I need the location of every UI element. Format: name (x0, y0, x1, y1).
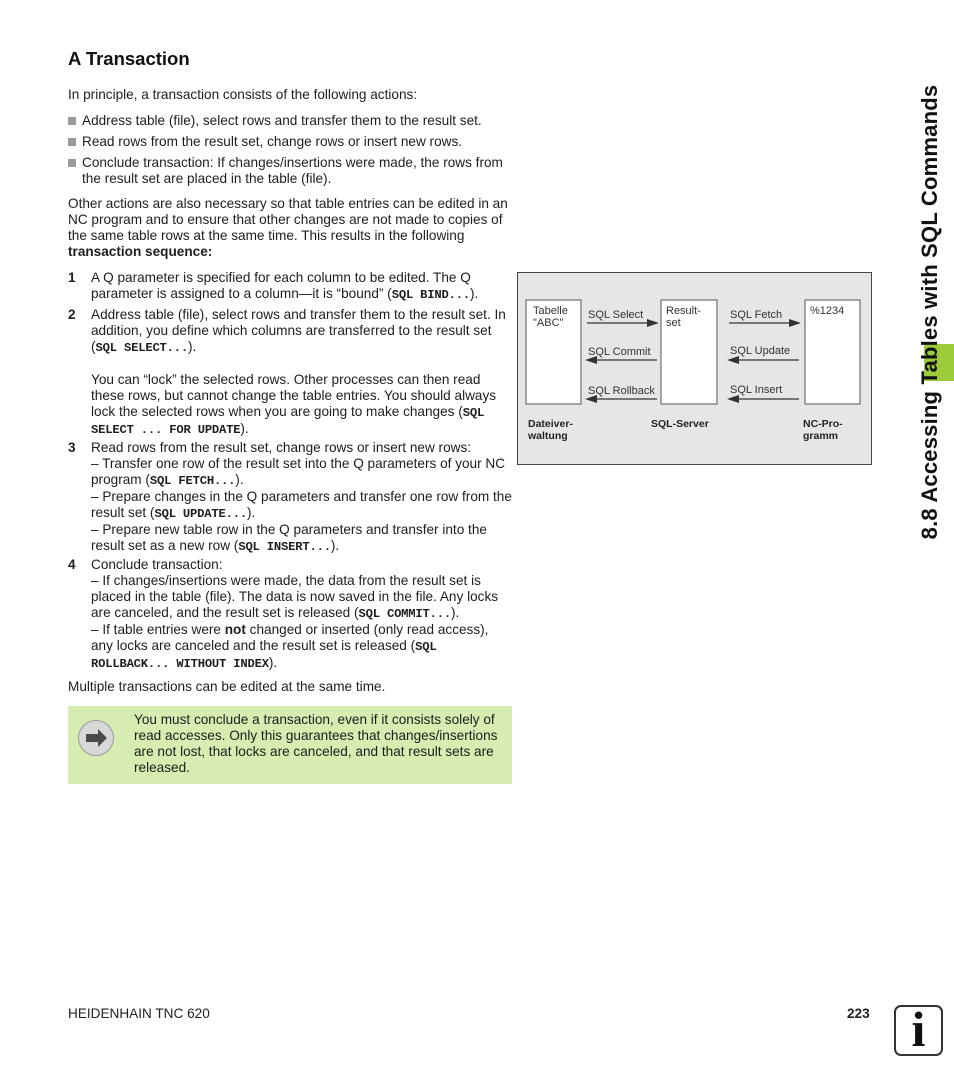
sequence-intro-bold: transaction sequence: (68, 244, 213, 259)
step-text: ). (330, 538, 340, 553)
step-number: 2 (68, 307, 76, 322)
step-paragraph (91, 456, 513, 489)
chapter-side-title (910, 52, 950, 572)
step-number: 4 (68, 557, 76, 572)
step-4 (68, 557, 513, 672)
step-2 (68, 307, 513, 438)
arrow-label-commit: SQL Commit (588, 346, 651, 358)
code-sql-rollback: SQL ROLLBACK... WITHOUT INDEX (91, 640, 437, 671)
step-text: – Transfer one row of the result set into the Q parameters of your NC program ( (91, 456, 506, 487)
step-text: Conclude transaction: (91, 557, 223, 572)
step-text: ). (240, 421, 249, 436)
label-nc-program: gramm (803, 430, 839, 442)
bullet-square-icon (68, 159, 76, 167)
step-text: Read rows from the result set, change rows or insert new rows: (91, 440, 472, 455)
bullet-text: Conclude transaction: If changes/insertions were made, the rows from the result set are placed in the table (file). (82, 155, 503, 186)
step-text: A Q parameter is specified for each column to be edited. The Q parameter is assigned to a column—it is “bound” ( (91, 270, 471, 301)
sequence-intro (68, 196, 513, 260)
section-title: A Transaction (68, 48, 190, 69)
step-paragraph (91, 489, 513, 522)
step-3 (68, 440, 513, 555)
sql-diagram (517, 272, 872, 465)
step-text: ). (246, 505, 256, 520)
intro-text: In principle, a transaction consists of the following actions: (68, 87, 418, 102)
label-nc-program: NC-Pro- (803, 418, 843, 430)
step-text: Address table (file), select rows and transfer them to the result set. In addition, you define which columns are transferred to the result set ( (91, 307, 506, 354)
step-number: 1 (68, 270, 76, 285)
step-text: changed or inserted (only read access), any locks are canceled and the result set is released ( (91, 622, 489, 653)
footer-product: HEIDENHAIN TNC 620 (68, 1006, 210, 1021)
table-box-label: Tabelle (533, 305, 568, 317)
arrow-right-icon (78, 720, 114, 756)
step-text: – If changes/insertions were made, the data from the result set is placed in the table (file). The data is now saved in the file. Any locks are canceled, and the result set is released ( (91, 573, 499, 620)
step-1 (68, 270, 513, 303)
code-sql-select: SQL SELECT... (95, 341, 189, 355)
bullet-square-icon (68, 138, 76, 146)
step-text: ). (469, 286, 479, 301)
label-file-management: Dateiver- (528, 418, 573, 430)
code-sql-bind: SQL BIND... (391, 288, 470, 302)
arrow-label-rollback: SQL Rollback (588, 385, 655, 397)
step-paragraph (91, 622, 513, 672)
step-text: You can “lock” the selected rows. Other processes can then read these rows, but cannot change the table entries. You should always lock the selected rows when you are going to make changes ( (91, 372, 497, 419)
step-paragraph (91, 372, 513, 438)
step-text: – Prepare new table row in the Q parameters and transfer into the result set as a new row ( (91, 522, 487, 553)
table-box-label: "ABC" (533, 317, 564, 329)
step-number: 3 (68, 440, 76, 455)
code-sql-select-for-update: SQL SELECT ... FOR UPDATE (91, 406, 485, 437)
arrow-label-fetch: SQL Fetch (730, 309, 783, 321)
info-icon-glyph: i (911, 1001, 926, 1057)
note-text: You must conclude a transaction, even if it consists solely of read accesses. Only this guarantees that changes/insertions are not lost, that locks are canceled, and that result sets are released. (134, 712, 498, 775)
step-text: ). (450, 605, 460, 620)
sequence-intro-text: Other actions are also necessary so that table entries can be edited in an NC program and to ensure that other changes are not made to copies of the same table rows at the same time. This results in the following (68, 196, 508, 243)
resultset-box-label: set (666, 317, 681, 329)
resultset-box-label: Result- (666, 305, 701, 317)
bullet-item (68, 134, 513, 150)
arrow-label-update: SQL Update (730, 345, 791, 357)
bullet-item (68, 155, 513, 187)
page-number: 223 (847, 1006, 870, 1021)
bullet-square-icon (68, 117, 76, 125)
label-file-management: waltung (528, 430, 568, 442)
step-text: – If table entries were (91, 622, 221, 637)
step-text: ). (235, 472, 244, 487)
step-text: – Prepare changes in the Q parameters and transfer one row from the result set ( (91, 489, 512, 520)
step-bold: not (224, 622, 246, 637)
bullet-text: Address table (file), select rows and transfer them to the result set. (82, 113, 482, 128)
closing-text: Multiple transactions can be edited at the same time. (68, 679, 386, 694)
step-text: ). (188, 339, 197, 354)
step-text: ). (268, 655, 278, 670)
bullet-item (68, 113, 513, 129)
code-sql-fetch: SQL FETCH... (149, 474, 236, 488)
step-paragraph (91, 307, 513, 356)
step-paragraph (91, 573, 513, 622)
chapter-side-title-text: 8.8 Accessing Tables with SQL Commands (917, 84, 942, 540)
code-sql-update: SQL UPDATE... (154, 507, 247, 521)
step-paragraph (91, 522, 513, 555)
label-sql-server: SQL-Server (651, 418, 709, 430)
code-sql-commit: SQL COMMIT... (358, 607, 451, 621)
code-sql-insert: SQL INSERT... (238, 540, 331, 554)
arrow-label-select: SQL Select (588, 309, 644, 321)
nc-program-box-label: %1234 (810, 305, 845, 317)
bullet-text: Read rows from the result set, change rows or insert new rows. (82, 134, 463, 149)
arrow-label-insert: SQL Insert (730, 384, 783, 396)
